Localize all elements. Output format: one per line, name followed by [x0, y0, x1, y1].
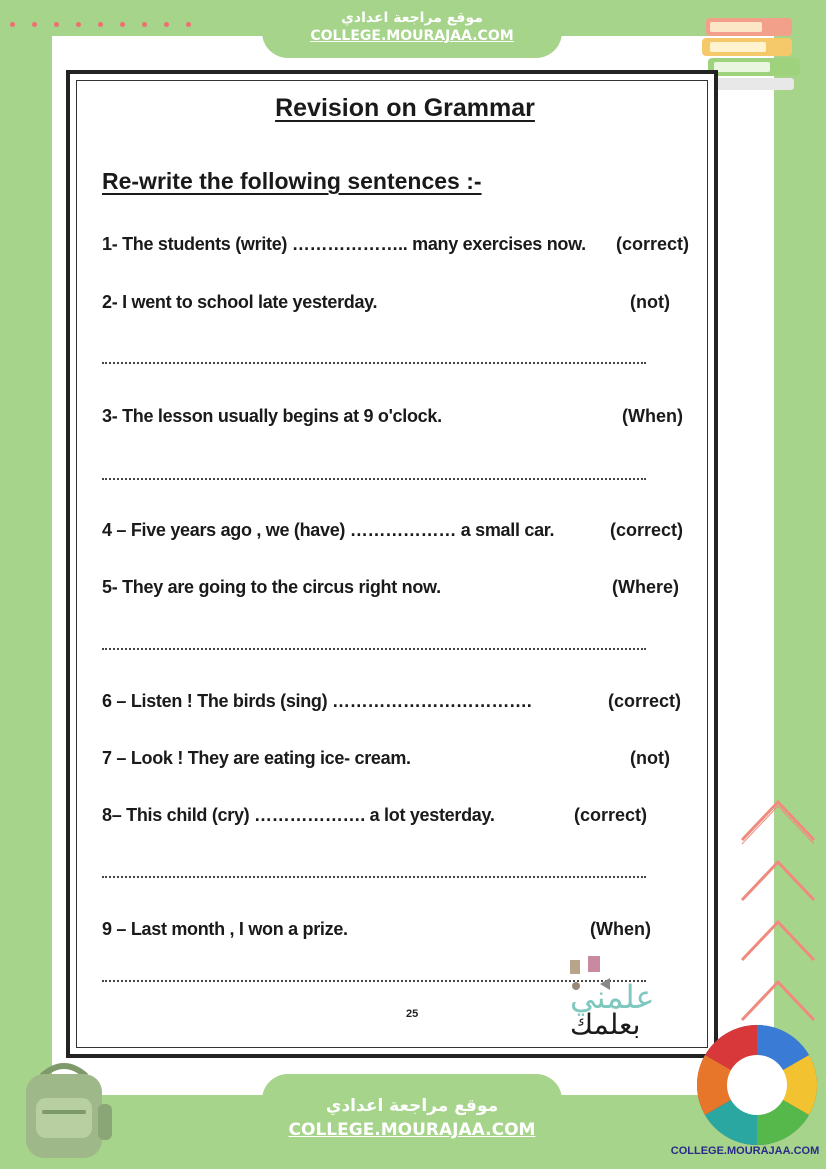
header-site-name: موقع مراجعة اعدادي — [341, 10, 483, 26]
worksheet-frame — [66, 70, 718, 1058]
footer-site-name: موقع مراجعة اعدادي — [325, 1096, 499, 1116]
exercise-item: 9 – Last month , I won a prize. — [102, 919, 348, 939]
worksheet-title: Revision on Grammar — [275, 94, 535, 122]
exercise-hint: (not) — [630, 748, 670, 768]
header-site-url[interactable]: COLLEGE.MOURAJAA.COM — [310, 28, 514, 44]
chevron-up-icons — [736, 792, 820, 1032]
exercise-item: 7 – Look ! They are eating ice- cream. — [102, 748, 411, 768]
exercise-hint: (not) — [630, 292, 670, 312]
answer-line[interactable] — [102, 648, 646, 650]
decorative-dots — [10, 14, 210, 32]
exercise-item: 3- The lesson usually begins at 9 o'clock. — [102, 406, 442, 426]
exercise-item: 5- They are going to the circus right now. — [102, 577, 441, 597]
answer-line[interactable] — [102, 478, 646, 480]
page-number: 25 — [406, 1008, 419, 1020]
brand-logo — [556, 952, 706, 1042]
exercise-hint: (correct) — [574, 805, 648, 825]
exercise-hint: (When) — [590, 919, 651, 939]
college-logo-label: COLLEGE.MOURAJAA.COM — [670, 1145, 820, 1157]
footer-site-url[interactable]: COLLEGE.MOURAJAA.COM — [288, 1120, 536, 1140]
answer-line[interactable] — [102, 362, 646, 364]
exercise-hint: (correct) — [608, 691, 682, 711]
exercise-item: 4 – Five years ago , we (have) ……………… a small car. — [102, 520, 555, 540]
exercise-item: 2- I went to school late yesterday. — [102, 292, 378, 312]
header-site-banner[interactable] — [262, 0, 562, 58]
exercise-hint: (Where) — [612, 577, 679, 597]
answer-line[interactable] — [102, 876, 646, 878]
exercise-item: 8– This child (cry) ………………. a lot yesterday. — [102, 805, 495, 825]
frame-left — [0, 0, 52, 1169]
exercise-hint: (correct) — [616, 234, 690, 254]
brand-name-line1: علمني — [570, 978, 655, 1016]
exercise-item: 6 – Listen ! The birds (sing) ……………………………. — [102, 691, 532, 711]
worksheet-instruction: Re-write the following sentences :- — [102, 168, 482, 194]
college-logo-icon — [694, 1022, 820, 1148]
footer-site-banner[interactable] — [262, 1074, 562, 1169]
backpack-icon — [12, 1058, 116, 1158]
exercise-hint: (When) — [622, 406, 683, 426]
exercise-hint: (correct) — [610, 520, 684, 540]
brand-name-line2: بعلمك — [570, 1008, 641, 1041]
exercise-item: 1- The students (write) ……………….. many exercises now. — [102, 234, 586, 254]
